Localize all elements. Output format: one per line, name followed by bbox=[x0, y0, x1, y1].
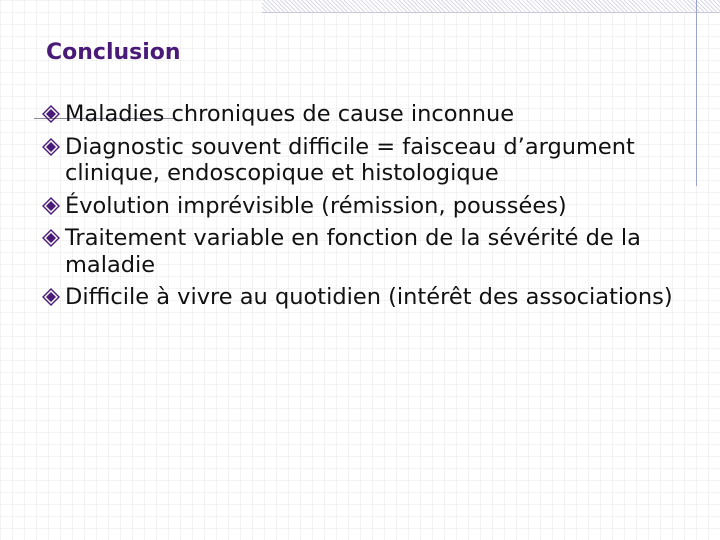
bullet-list bbox=[42, 101, 692, 317]
diamond-bullet-icon bbox=[42, 138, 60, 156]
diamond-bullet-icon bbox=[42, 105, 60, 123]
diamond-bullet-icon bbox=[42, 229, 60, 247]
slide-title: Conclusion bbox=[46, 40, 181, 65]
decorative-vertical-line bbox=[696, 0, 697, 186]
bullet-text: Traitement variable en fonction de la sévérité de la maladie bbox=[65, 225, 641, 278]
bullet-item bbox=[42, 225, 692, 278]
decorative-top-band bbox=[262, 0, 720, 13]
diamond-bullet-icon bbox=[42, 197, 60, 215]
bullet-item bbox=[42, 101, 692, 128]
bullet-text: Évolution imprévisible (rémission, poussées) bbox=[65, 192, 567, 219]
bullet-item bbox=[42, 193, 692, 220]
bullet-text: Maladies chroniques de cause inconnue bbox=[65, 101, 515, 127]
bullet-item bbox=[42, 284, 692, 311]
bullet-text: Difficile à vivre au quotidien (intérêt des associations) bbox=[65, 284, 673, 310]
bullet-item bbox=[42, 134, 692, 187]
bullet-text: Diagnostic souvent difficile = faisceau d’argument clinique, endoscopique et histologique bbox=[65, 133, 635, 186]
diamond-bullet-icon bbox=[42, 288, 60, 306]
